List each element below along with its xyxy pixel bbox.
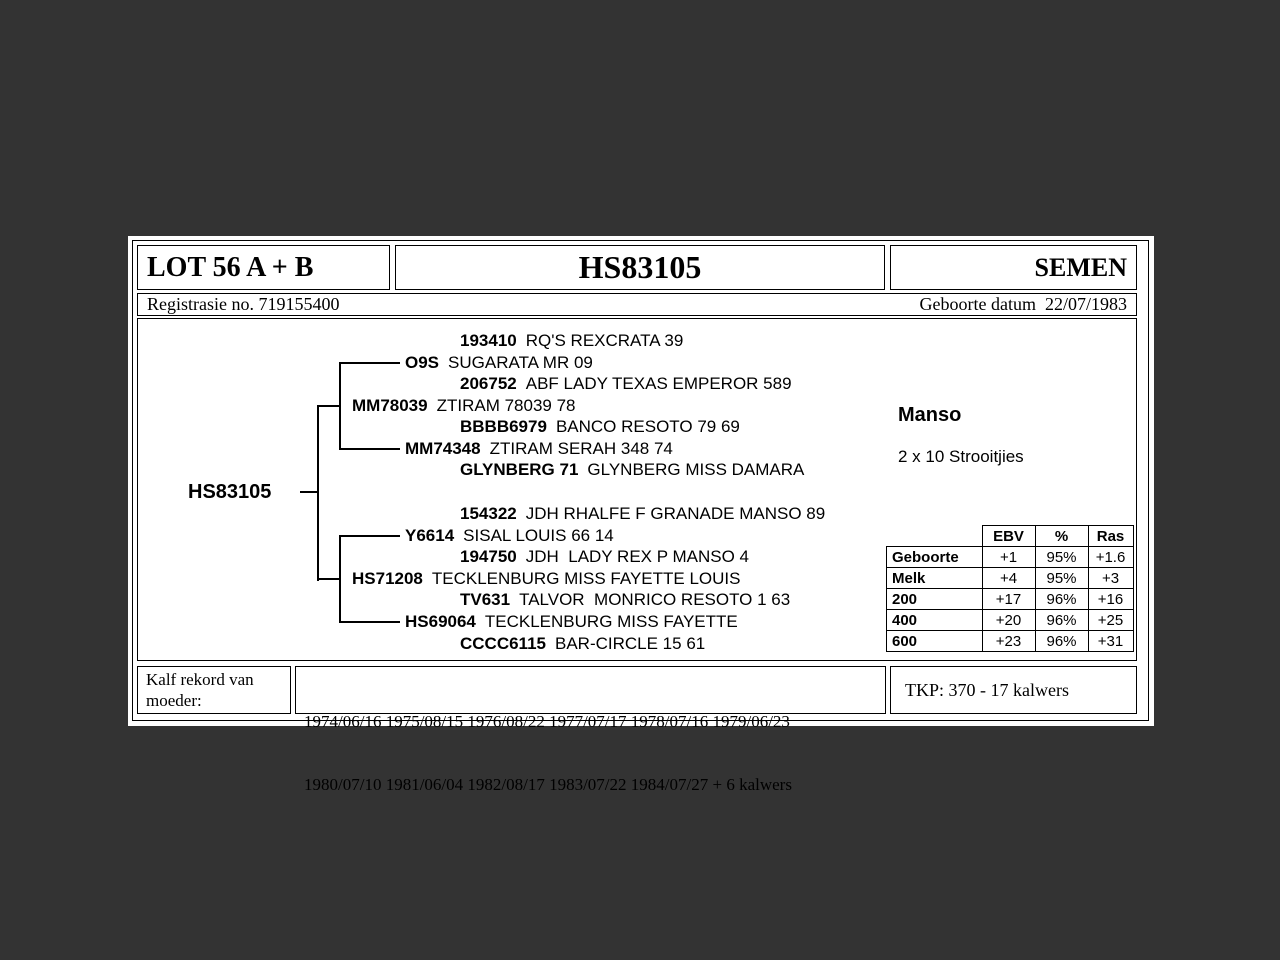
ebv-accuracy: 96% — [1035, 589, 1088, 610]
table-row — [887, 610, 1134, 631]
ebv-header-ras: Ras — [1088, 526, 1133, 547]
registration-row — [137, 293, 1137, 316]
animal-code: GLYNBERG 71 — [460, 460, 579, 479]
animal-code: MM78039 — [352, 396, 428, 415]
animal-name: BAR-CIRCLE 15 61 — [555, 634, 706, 653]
birth-date: Geboorte datum 22/07/1983 — [919, 294, 1127, 314]
animal-name: JDH RHALFE F GRANADE MANSO 89 — [525, 504, 826, 523]
tree-line-dam-junction — [317, 578, 340, 580]
catalog-page — [128, 236, 1154, 794]
tree-line-sire-sire — [339, 362, 400, 364]
animal-code: HS69064 — [405, 612, 476, 631]
animal-name: SISAL LOUIS 66 14 — [463, 526, 614, 545]
ebv-row-label: 600 — [887, 631, 983, 652]
pedigree-root: HS83105 — [188, 481, 272, 503]
pedigree-entry — [460, 374, 792, 394]
animal-name: JDH LADY REX P MANSO 4 — [525, 547, 750, 566]
table-row — [887, 631, 1134, 652]
calf-record-dates — [295, 666, 886, 794]
breed-name: Manso — [898, 404, 962, 426]
animal-name: ZTIRAM SERAH 348 74 — [489, 439, 673, 458]
calf-record-label — [137, 666, 291, 714]
animal-code: 206752 — [460, 374, 517, 393]
tkp-value: TKP: 370 - 17 kalwers — [905, 679, 1069, 700]
animal-code: 154322 — [460, 504, 517, 523]
animal-code: O9S — [405, 353, 440, 372]
pedigree-entry — [352, 569, 740, 589]
animal-name: TALVOR MONRICO RESOTO 1 63 — [519, 590, 791, 609]
ebv-header-row — [887, 526, 1134, 547]
pedigree-entry — [460, 547, 749, 567]
pedigree-entry — [405, 353, 593, 373]
ebv-accuracy: 96% — [1035, 610, 1088, 631]
pedigree-entry — [352, 396, 576, 416]
animal-code: Y6614 — [405, 526, 455, 545]
animal-code: MM74348 — [405, 439, 481, 458]
ebv-value: +20 — [982, 610, 1035, 631]
ebv-ras: +1.6 — [1088, 547, 1133, 568]
table-row — [887, 589, 1134, 610]
tree-line-outer-vertical — [317, 405, 319, 581]
ebv-header-ebv: EBV — [982, 526, 1035, 547]
straw-count: 2 x 10 Strooitjies — [898, 447, 1024, 466]
animal-code: 193410 — [460, 331, 517, 350]
animal-code: TV631 — [460, 590, 511, 609]
ebv-accuracy: 96% — [1035, 631, 1088, 652]
ebv-row-label: 200 — [887, 589, 983, 610]
animal-name: BANCO RESOTO 79 69 — [555, 417, 740, 436]
ebv-accuracy: 95% — [1035, 568, 1088, 589]
tree-line-sire-dam — [339, 448, 400, 450]
animal-name: SUGARATA MR 09 — [448, 353, 593, 372]
animal-name: GLYNBERG MISS DAMARA — [587, 460, 805, 479]
calf-record-dates-line1: 1974/06/16 1975/08/15 1976/08/22 1977/07/17 1978/07/16 1979/06/23 — [304, 712, 790, 731]
animal-code: 194750 — [460, 547, 517, 566]
tree-line-dam-sire — [339, 535, 400, 537]
animal-code: CCCC6115 — [460, 634, 546, 653]
pedigree-entry — [460, 417, 740, 437]
table-row — [887, 547, 1134, 568]
pedigree-entry — [405, 612, 738, 632]
animal-name: TECKLENBURG MISS FAYETTE LOUIS — [431, 569, 741, 588]
ebv-header-pct: % — [1035, 526, 1088, 547]
calf-record-dates-line2: 1980/07/10 1981/06/04 1982/08/17 1983/07/22 1984/07/27 + 6 kalwers — [304, 775, 792, 794]
registration-number: Registrasie no. 719155400 — [147, 294, 340, 314]
pedigree-entry — [460, 460, 804, 480]
table-row — [887, 568, 1134, 589]
animal-name: ZTIRAM 78039 78 — [436, 396, 576, 415]
animal-code: HS71208 — [352, 569, 423, 588]
animal-code: BBBB6979 — [460, 417, 547, 436]
ebv-ras: +25 — [1088, 610, 1133, 631]
tree-line-dam-dam — [339, 621, 400, 623]
tree-line-sire-junction — [317, 405, 340, 407]
calf-record-label-line2: moeder: — [146, 691, 202, 710]
pedigree-entry — [405, 526, 614, 546]
pedigree-entry — [405, 439, 673, 459]
pedigree-entry — [460, 504, 825, 524]
ebv-ras: +16 — [1088, 589, 1133, 610]
ebv-value: +23 — [982, 631, 1035, 652]
lot-number: LOT 56 A + B — [137, 245, 390, 290]
pedigree-entry — [460, 590, 790, 610]
calf-record-label-line1: Kalf rekord van — [146, 670, 254, 689]
tkp-summary — [890, 666, 1137, 714]
tree-line-root — [300, 491, 318, 493]
ebv-value: +4 — [982, 568, 1035, 589]
page-title: HS83105 — [395, 245, 885, 290]
ebv-table — [886, 525, 1134, 652]
animal-name: RQ'S REXCRATA 39 — [525, 331, 684, 350]
ebv-row-label: Geboorte — [887, 547, 983, 568]
ebv-header-blank — [887, 526, 983, 547]
ebv-ras: +3 — [1088, 568, 1133, 589]
ebv-value: +1 — [982, 547, 1035, 568]
pedigree-entry — [460, 634, 705, 654]
ebv-value: +17 — [982, 589, 1035, 610]
ebv-row-label: 400 — [887, 610, 983, 631]
animal-name: TECKLENBURG MISS FAYETTE — [484, 612, 738, 631]
ebv-row-label: Melk — [887, 568, 983, 589]
ebv-ras: +31 — [1088, 631, 1133, 652]
tree-line-sire-bracket — [339, 362, 341, 450]
tree-line-dam-bracket — [339, 535, 341, 623]
pedigree-entry — [460, 331, 683, 351]
lot-type-label: SEMEN — [890, 245, 1137, 290]
ebv-accuracy: 95% — [1035, 547, 1088, 568]
animal-name: ABF LADY TEXAS EMPEROR 589 — [525, 374, 792, 393]
